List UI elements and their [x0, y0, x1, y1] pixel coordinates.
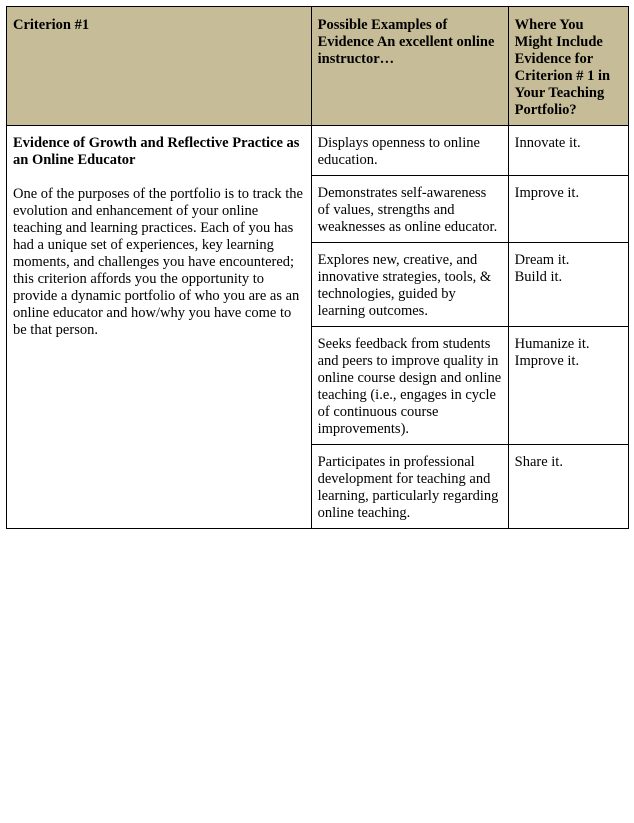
where-cell: [508, 327, 628, 445]
criterion-cell: [7, 126, 312, 529]
where-item: Build it.: [514, 269, 563, 285]
header-criterion: Criterion #1: [7, 7, 312, 126]
criterion-table: [6, 6, 629, 529]
criterion-description: One of the purposes of the portfolio is to track the evolution and enhancement of your online teaching and learning practices. Each of you has had a unique set of experiences, key learning moments, and challenges you have encountered; this criterion affords you the opportunity to provide a dynamic portfolio of who you are as an online educator and how/why you have come to be that person.: [13, 186, 303, 338]
example-cell: Seeks feedback from students and peers to improve quality in online course design and online teaching (i.e., engages in cycle of continuous course improvements).: [311, 327, 508, 445]
header-examples: Possible Examples of Evidence An excellent online instructor…: [311, 7, 508, 126]
example-cell: Participates in professional development for teaching and learning, particularly regarding online teaching.: [311, 445, 508, 529]
table-row: [7, 126, 629, 176]
example-cell: Demonstrates self-awareness of values, strengths and weaknesses as online educator.: [311, 176, 508, 243]
where-item: Innovate it.: [514, 135, 581, 151]
where-item: Humanize it.: [514, 336, 590, 352]
where-cell: [508, 243, 628, 327]
where-item: Improve it.: [514, 353, 580, 369]
criterion-title: Evidence of Growth and Reflective Practice as an Online Educator: [13, 135, 300, 168]
example-cell: Explores new, creative, and innovative strategies, tools, & technologies, guided by learning outcomes.: [311, 243, 508, 327]
where-cell: [508, 176, 628, 243]
where-item: Improve it.: [514, 185, 580, 201]
where-item: Dream it.: [514, 252, 570, 268]
example-cell: Displays openness to online education.: [311, 126, 508, 176]
where-cell: [508, 445, 628, 529]
where-cell: [508, 126, 628, 176]
where-item: Share it.: [514, 454, 563, 470]
header-row: [7, 7, 629, 126]
header-where: Where You Might Include Evidence for Criterion # 1 in Your Teaching Portfolio?: [508, 7, 628, 126]
